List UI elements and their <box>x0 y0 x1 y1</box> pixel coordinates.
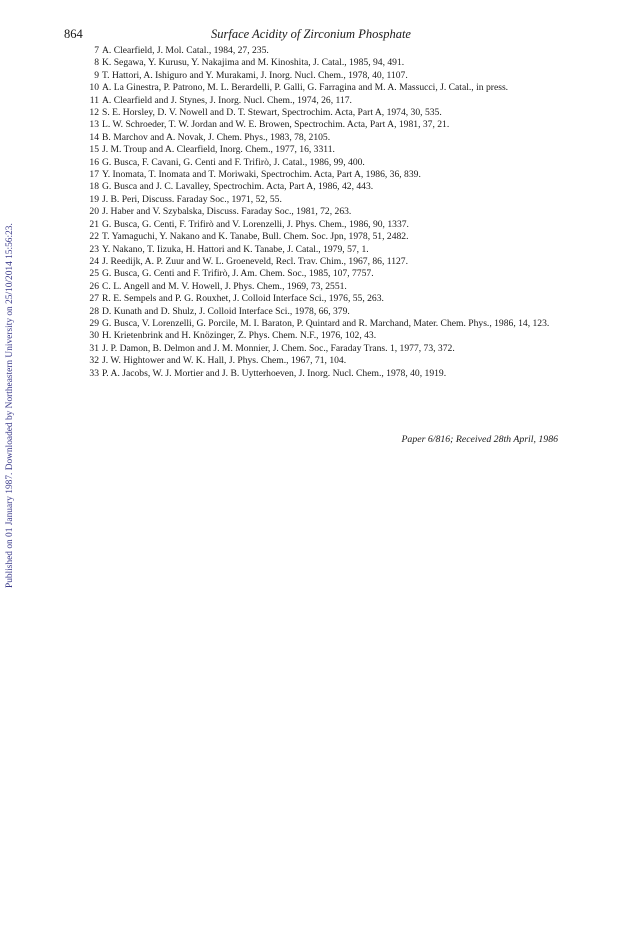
reference-number: 21 <box>89 218 99 230</box>
received-note: Paper 6/816; Received 28th April, 1986 <box>401 434 558 445</box>
reference-item <box>88 318 558 330</box>
reference-number: 22 <box>89 231 99 243</box>
reference-text: H. Krietenbrink and H. Knözinger, Z. Phys. Chem. N.F., 1976, 102, 43. <box>102 330 377 342</box>
running-title: Surface Acidity of Zirconium Phosphate <box>211 27 411 41</box>
reference-item <box>88 157 558 169</box>
reference-text: G. Busca, V. Lorenzelli, G. Porcile, M. I. Baraton, P. Quintard and R. Marchand, Mater. Chem. Phys., 1986, 14, 123. <box>102 317 550 329</box>
reference-item <box>88 57 558 69</box>
reference-text: B. Marchov and A. Novak, J. Chem. Phys., 1983, 78, 2105. <box>102 131 331 143</box>
reference-text: A. Clearfield and J. Stynes, J. Inorg. Nucl. Chem., 1974, 26, 117. <box>102 94 352 106</box>
reference-item <box>88 119 558 131</box>
reference-item <box>88 244 558 256</box>
reference-number: 29 <box>89 317 99 329</box>
reference-number: 26 <box>89 280 99 292</box>
reference-number: 9 <box>94 69 99 81</box>
reference-number: 12 <box>89 107 99 119</box>
reference-text: Y. Inomata, T. Inomata and T. Moriwaki, Spectrochim. Acta, Part A, 1986, 36, 839. <box>102 169 421 181</box>
reference-item <box>88 343 558 355</box>
reference-number: 32 <box>89 355 99 367</box>
reference-number: 23 <box>89 243 99 255</box>
reference-item <box>88 293 558 305</box>
reference-text: P. A. Jacobs, W. J. Mortier and J. B. Uytterhoeven, J. Inorg. Nucl. Chem., 1978, 40, 1919. <box>102 367 447 379</box>
download-sidebar <box>4 158 18 588</box>
reference-text: Y. Nakano, T. Iizuka, H. Hattori and K. Tanabe, J. Catal., 1979, 57, 1. <box>102 243 369 255</box>
reference-item <box>88 256 558 268</box>
reference-number: 14 <box>89 131 99 143</box>
reference-item <box>88 70 558 82</box>
reference-item <box>88 82 558 94</box>
reference-text: A. La Ginestra, P. Patrono, M. L. Berardelli, P. Galli, G. Farragina and M. A. Massucci, J. Catal., in press. <box>102 82 509 94</box>
reference-number: 15 <box>89 144 99 156</box>
reference-number: 24 <box>89 255 99 267</box>
reference-item <box>88 355 558 367</box>
reference-text: J. W. Hightower and W. K. Hall, J. Phys. Chem., 1967, 71, 104. <box>102 355 347 367</box>
reference-number: 10 <box>89 82 99 94</box>
reference-item <box>88 95 558 107</box>
reference-item <box>88 368 558 380</box>
reference-number: 13 <box>89 119 99 131</box>
reference-item <box>88 219 558 231</box>
reference-text: T. Yamaguchi, Y. Nakano and K. Tanabe, Bull. Chem. Soc. Jpn, 1978, 51, 2482. <box>102 231 409 243</box>
reference-text: J. Reedijk, A. P. Zuur and W. L. Groeneveld, Recl. Trav. Chim., 1967, 86, 1127. <box>102 255 409 267</box>
reference-number: 7 <box>94 45 99 56</box>
reference-number: 20 <box>89 206 99 218</box>
reference-text: J. B. Peri, Discuss. Faraday Soc., 1971, 52, 55. <box>102 193 282 205</box>
reference-item <box>88 268 558 280</box>
reference-text: L. W. Schroeder, T. W. Jordan and W. E. Browen, Spectrochim. Acta, Part A, 1981, 37, 21. <box>102 119 450 131</box>
reference-number: 27 <box>89 293 99 305</box>
reference-item <box>88 169 558 181</box>
reference-text: T. Hattori, A. Ishiguro and Y. Murakami, J. Inorg. Nucl. Chem., 1978, 40, 1107. <box>102 69 408 81</box>
reference-text: K. Segawa, Y. Kurusu, Y. Nakajima and M. Kinoshita, J. Catal., 1985, 94, 491. <box>102 57 405 69</box>
reference-text: G. Busca and J. C. Lavalley, Spectrochim. Acta, Part A, 1986, 42, 443. <box>102 181 374 193</box>
reference-text: J. M. Troup and A. Clearfield, Inorg. Chem., 1977, 16, 3311. <box>102 144 335 156</box>
page-header <box>64 27 558 41</box>
reference-text: J. P. Damon, B. Delmon and J. M. Monnier, J. Chem. Soc., Faraday Trans. 1, 1977, 73, 372. <box>102 342 455 354</box>
reference-item <box>88 231 558 243</box>
download-note: Published on 01 January 1987. Downloaded by Northeastern University on 25/10/2014 15:56:23. <box>5 223 15 588</box>
reference-item <box>88 206 558 218</box>
reference-number: 11 <box>89 94 99 106</box>
reference-text: R. E. Sempels and P. G. Rouxhet, J. Colloid Interface Sci., 1976, 55, 263. <box>102 293 384 305</box>
reference-number: 18 <box>89 181 99 193</box>
reference-text: G. Busca, F. Cavani, G. Centi and F. Trifirò, J. Catal., 1986, 99, 400. <box>102 156 365 168</box>
reference-text: S. E. Horsley, D. V. Nowell and D. T. Stewart, Spectrochim. Acta, Part A, 1974, 30, 535. <box>102 107 442 119</box>
reference-number: 31 <box>89 342 99 354</box>
reference-text: C. L. Angell and M. V. Howell, J. Phys. Chem., 1969, 73, 2551. <box>102 280 347 292</box>
reference-number: 25 <box>89 268 99 280</box>
reference-item <box>88 330 558 342</box>
reference-list <box>88 45 558 380</box>
reference-item <box>88 181 558 193</box>
reference-item <box>88 281 558 293</box>
reference-item <box>88 132 558 144</box>
reference-item <box>88 194 558 206</box>
reference-item <box>88 107 558 119</box>
reference-number: 8 <box>94 57 99 69</box>
reference-number: 30 <box>89 330 99 342</box>
reference-number: 17 <box>89 169 99 181</box>
reference-number: 28 <box>89 305 99 317</box>
page-number: 864 <box>64 27 83 41</box>
reference-text: G. Busca, G. Centi and F. Trifirò, J. Am. Chem. Soc., 1985, 107, 7757. <box>102 268 374 280</box>
reference-number: 33 <box>89 367 99 379</box>
reference-item <box>88 306 558 318</box>
reference-number: 19 <box>89 193 99 205</box>
reference-text: D. Kunath and D. Shulz, J. Colloid Interface Sci., 1978, 66, 379. <box>102 305 350 317</box>
reference-text: G. Busca, G. Centi, F. Trifirò and V. Lorenzelli, J. Phys. Chem., 1986, 90, 1337. <box>102 218 409 230</box>
reference-number: 16 <box>89 156 99 168</box>
reference-text: J. Haber and V. Szybalska, Discuss. Faraday Soc., 1981, 72, 263. <box>102 206 352 218</box>
reference-text: A. Clearfield, J. Mol. Catal., 1984, 27, 235. <box>102 45 269 56</box>
reference-item <box>88 45 558 57</box>
reference-item <box>88 144 558 156</box>
